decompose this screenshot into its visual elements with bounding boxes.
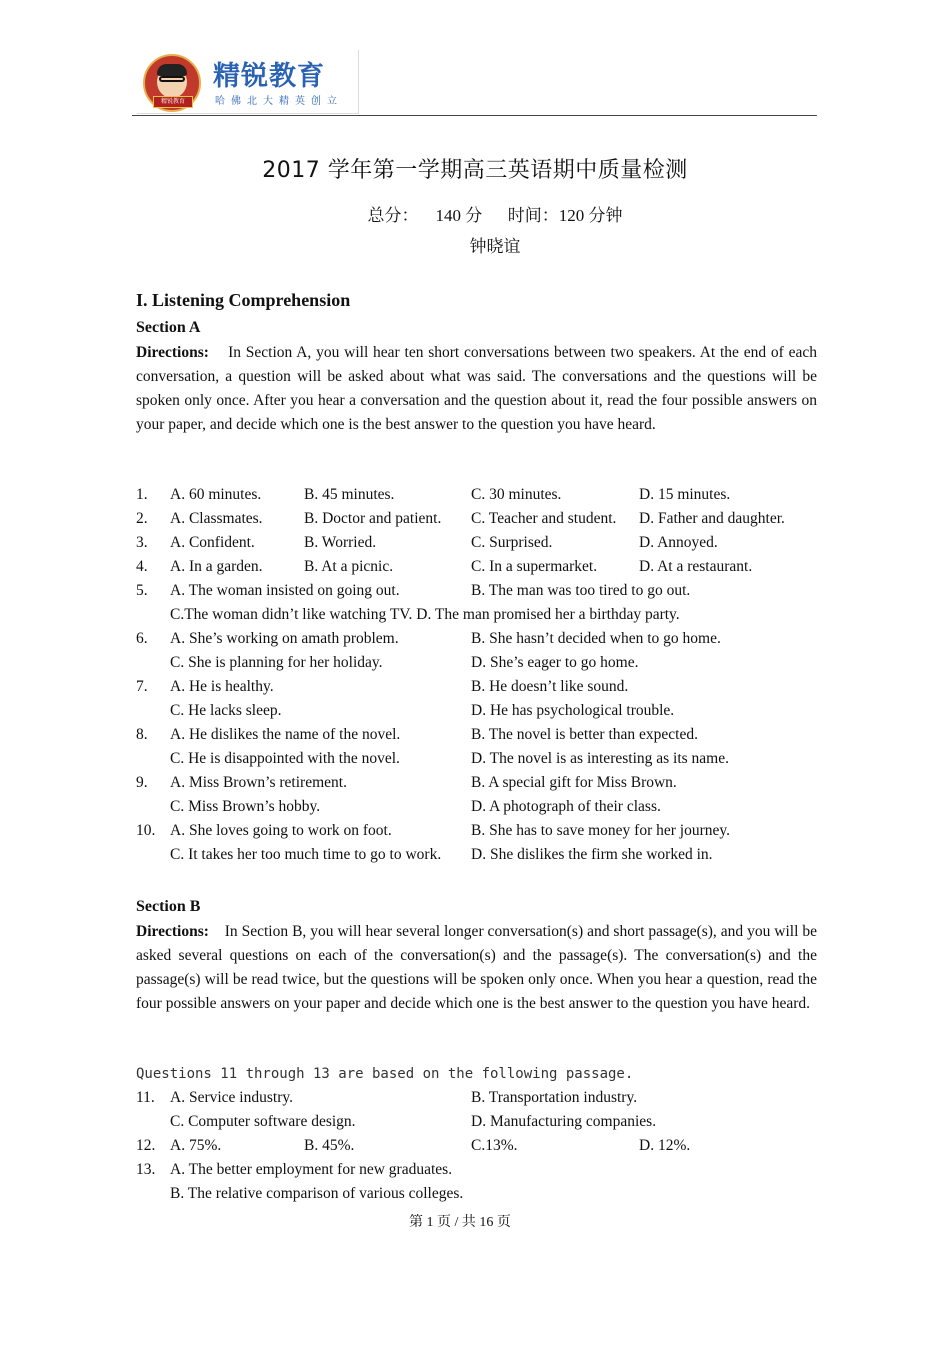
option-c: C.13%. <box>471 1137 518 1154</box>
logo-frame <box>137 50 359 114</box>
page-footer: 第 1 页 / 共 16 页 <box>409 1215 511 1230</box>
question-number: 6. <box>136 630 148 647</box>
option-a: A. The better employment for new graduates. <box>170 1161 453 1178</box>
option-b: B. The novel is better than expected. <box>471 726 698 743</box>
option-b: B. 45%. <box>304 1137 355 1154</box>
option-c: C. He is disappointed with the novel. <box>170 750 400 767</box>
option-a: A. She’s working on amath problem. <box>170 630 399 647</box>
option-c: C. Surprised. <box>471 534 553 551</box>
option-b: B. 45 minutes. <box>304 486 395 503</box>
option-c: C. He lacks sleep. <box>170 702 282 719</box>
option-b: B. Doctor and patient. <box>304 510 442 527</box>
directions-text: In Section A, you will hear ten short conversations between two speakers. At the end of each conversation, a question will be asked about what was said. The conversations and the questions will be spoken only once. After you hear a conversation and the question about it, read the four possible answers on your paper, and decide which one is the best answer to the question you have heard. <box>136 344 817 434</box>
option-a: A. He dislikes the name of the novel. <box>170 726 401 743</box>
section-a-directions <box>136 341 817 437</box>
option-d: D. A photograph of their class. <box>471 798 661 815</box>
option-d: D. At a restaurant. <box>639 558 753 575</box>
logo-subtitle: 哈佛北大精英创立 <box>215 96 343 107</box>
option-d: D. He has psychological trouble. <box>471 702 675 719</box>
option-d: D. Manufacturing companies. <box>471 1113 657 1130</box>
question-number: 5. <box>136 582 148 599</box>
option-d: D. She dislikes the firm she worked in. <box>471 846 713 863</box>
logo-title: 精锐教育 <box>213 61 325 92</box>
question-number: 8. <box>136 726 148 743</box>
passage-note: Questions 11 through 13 are based on the following passage. <box>136 1066 634 1082</box>
question-number: 7. <box>136 678 148 695</box>
option-a: A. In a garden. <box>170 558 263 575</box>
option-a: A. Classmates. <box>170 510 263 527</box>
option-a: A. She loves going to work on foot. <box>170 822 392 839</box>
option-b: B. Worried. <box>304 534 377 551</box>
section-b-directions <box>136 920 817 1016</box>
question-number: 1. <box>136 486 148 503</box>
option-a: A. The woman insisted on going out. <box>170 582 400 599</box>
question-number: 11. <box>136 1089 155 1106</box>
option-c: C. It takes her too much time to go to work. <box>170 846 442 863</box>
option-b: B. She has to save money for her journey. <box>471 822 730 839</box>
question-number: 13. <box>136 1161 156 1178</box>
option-c: C. She is planning for her holiday. <box>170 654 383 671</box>
section-a-heading: Section A <box>136 319 201 336</box>
option-d: D. Father and daughter. <box>639 510 785 527</box>
question-number: 12. <box>136 1137 156 1154</box>
option-b: B. Transportation industry. <box>471 1089 638 1106</box>
option-d: D. Annoyed. <box>639 534 718 551</box>
option-b: B. A special gift for Miss Brown. <box>471 774 677 791</box>
part-heading: I. Listening Comprehension <box>136 290 351 310</box>
option-d: D. 15 minutes. <box>639 486 731 503</box>
option-a: A. Miss Brown’s retirement. <box>170 774 347 791</box>
option-d: D. She’s eager to go home. <box>471 654 639 671</box>
question-number: 9. <box>136 774 148 791</box>
option-b: B. She hasn’t decided when to go home. <box>471 630 721 647</box>
option-c: C. In a supermarket. <box>471 558 598 575</box>
option-d: D. The novel is as interesting as its name. <box>471 750 729 767</box>
option-c: C. 30 minutes. <box>471 486 562 503</box>
option-a: A. He is healthy. <box>170 678 274 695</box>
question-number: 10. <box>136 822 156 839</box>
option-b: B. He doesn’t like sound. <box>471 678 629 695</box>
exam-author: 钟晓谊 <box>469 237 521 256</box>
question-number: 4. <box>136 558 148 575</box>
header-divider <box>132 115 817 116</box>
exam-title: 2017 学年第一学期高三英语期中质量检测 <box>262 158 688 183</box>
directions-label: Directions: <box>136 344 209 361</box>
directions-text: In Section B, you will hear several longer conversation(s) and short passage(s), and you will be asked several questions on each of the conversation(s) and the passage(s). The conversation(s) and the passage(s) will be read twice, but the questions will be spoken only once. When you hear a question, read the four possible answers on your paper and decide which one is the best answer to the question you have heard. <box>136 923 818 1013</box>
option-c-d: C.The woman didn’t like watching TV. D. The man promised her a birthday party. <box>170 606 680 623</box>
option-a: A. 75%. <box>170 1137 222 1154</box>
section-b-heading: Section B <box>136 898 201 915</box>
option-d: D. 12%. <box>639 1137 691 1154</box>
logo-ribbon: 精锐教育 <box>153 96 193 108</box>
option-c: C. Teacher and student. <box>471 510 617 527</box>
directions-label: Directions: <box>136 923 209 940</box>
question-number: 3. <box>136 534 148 551</box>
option-a: A. Confident. <box>170 534 255 551</box>
option-c: C. Computer software design. <box>170 1113 356 1130</box>
option-b: B. The man was too tired to go out. <box>471 582 691 599</box>
option-a: A. Service industry. <box>170 1089 293 1106</box>
option-c: C. Miss Brown’s hobby. <box>170 798 321 815</box>
question-number: 2. <box>136 510 148 527</box>
option-b: B. The relative comparison of various colleges. <box>170 1185 464 1202</box>
option-b: B. At a picnic. <box>304 558 394 575</box>
option-a: A. 60 minutes. <box>170 486 262 503</box>
exam-meta: 总分： 140 分 时间：120 分钟 <box>367 206 623 225</box>
